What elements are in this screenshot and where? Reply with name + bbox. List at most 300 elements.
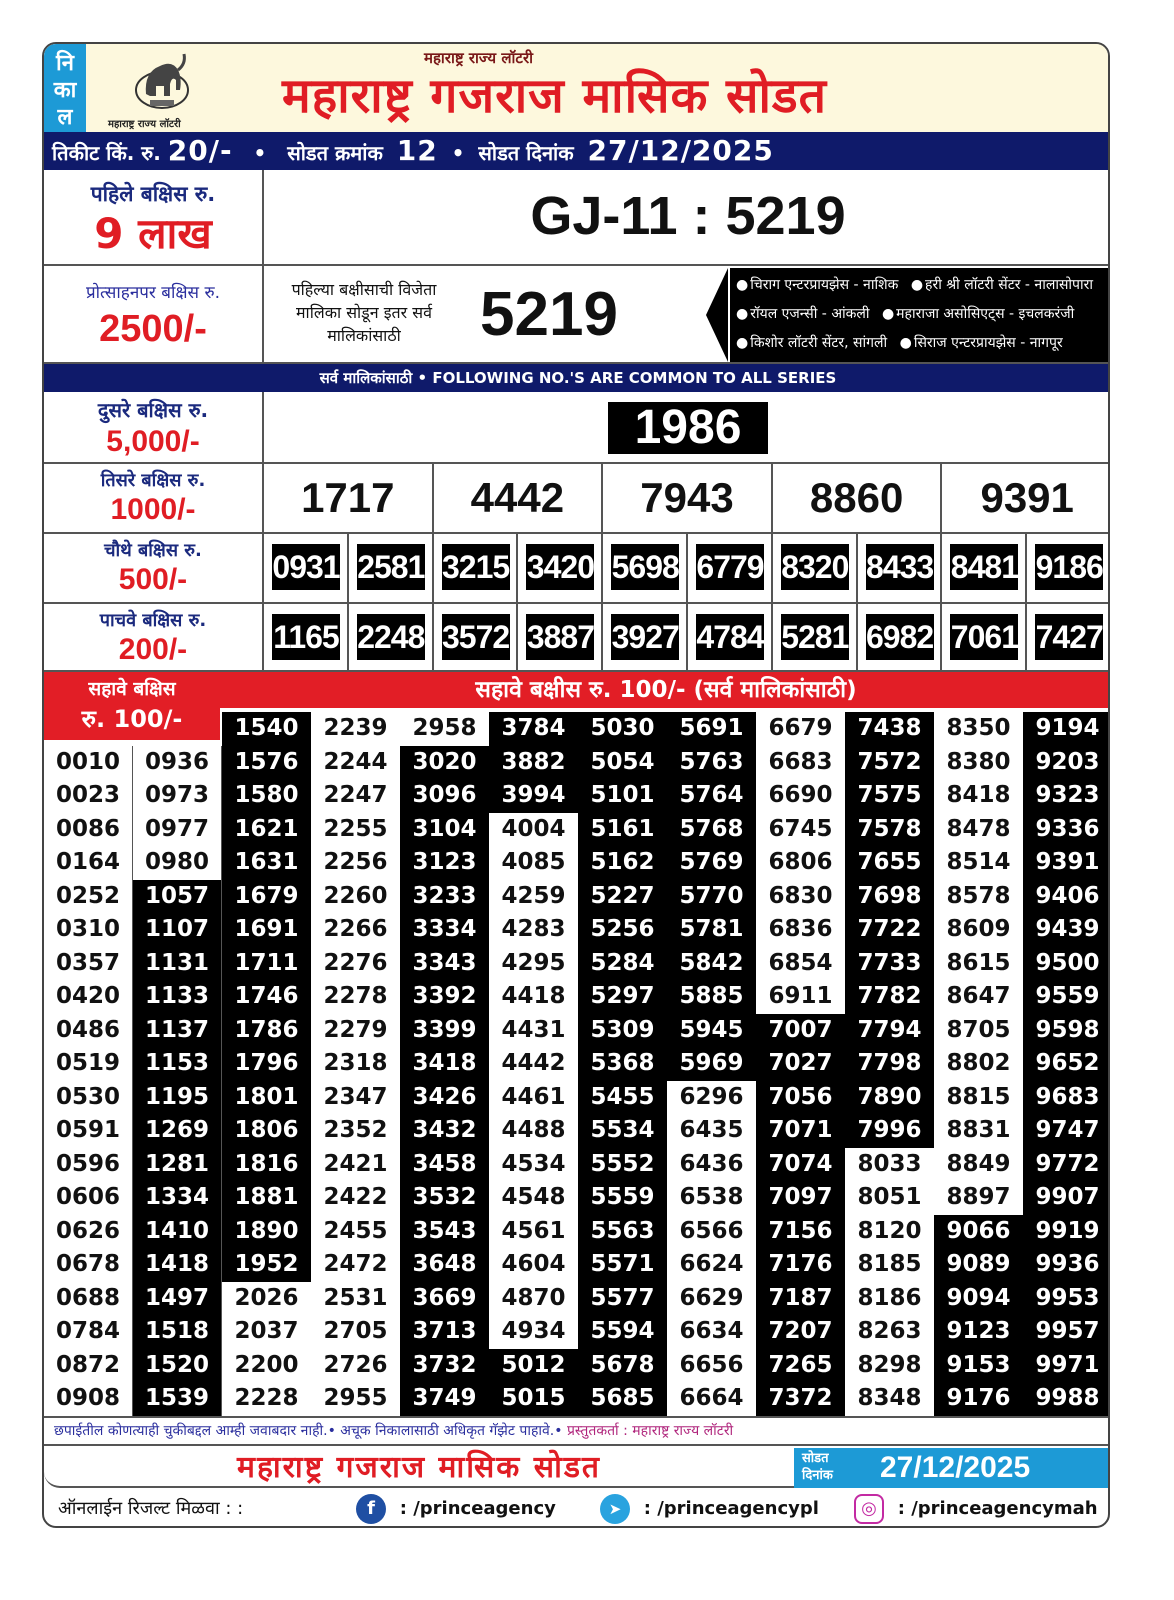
winning-number: 7698 bbox=[845, 880, 934, 914]
header-subtitle: महाराष्ट्र राज्य लॉटरी bbox=[424, 49, 533, 67]
winning-number: 9439 bbox=[1023, 913, 1110, 947]
agent-item: ● हरी श्री लॉटरी सेंटर - नालासोपारा bbox=[911, 271, 1093, 300]
winning-number: 9186 bbox=[1035, 544, 1103, 590]
winning-number: 6296 bbox=[667, 1081, 756, 1115]
winning-number: 6656 bbox=[667, 1349, 756, 1383]
winning-number: 9683 bbox=[1023, 1081, 1110, 1115]
winning-number: 9652 bbox=[1023, 1047, 1110, 1081]
number-cell bbox=[264, 604, 349, 670]
winning-number: 5577 bbox=[578, 1282, 667, 1316]
winning-number: 8186 bbox=[845, 1282, 934, 1316]
winning-number: 5698 bbox=[611, 544, 679, 590]
draw-number: 12 bbox=[396, 134, 438, 167]
instagram-icon: ◎ bbox=[854, 1494, 884, 1524]
winning-number: 1137 bbox=[133, 1014, 221, 1048]
winning-number: 8897 bbox=[934, 1181, 1023, 1215]
number-cell bbox=[1027, 604, 1110, 670]
number-cell bbox=[858, 604, 943, 670]
agent-item: ● रॉयल एजन्सी - आंकली bbox=[736, 300, 870, 329]
winning-number: 4534 bbox=[489, 1148, 578, 1182]
winning-number: 9094 bbox=[934, 1282, 1023, 1316]
winning-number: 1786 bbox=[222, 1014, 311, 1048]
winning-number: 8514 bbox=[934, 846, 1023, 880]
winning-number: 0596 bbox=[44, 1148, 132, 1182]
winning-number: 6690 bbox=[756, 779, 845, 813]
winning-number: 5842 bbox=[667, 947, 756, 981]
winning-number: 9336 bbox=[1023, 813, 1110, 847]
winning-number: 5563 bbox=[578, 1215, 667, 1249]
winning-number: 5030 bbox=[578, 712, 667, 746]
instagram-handle: : /princeagencymah bbox=[897, 1498, 1098, 1519]
winning-number: 8348 bbox=[845, 1382, 934, 1416]
winning-number: 2239 bbox=[311, 712, 400, 746]
winning-number: 0688 bbox=[44, 1282, 132, 1316]
footer-date: 27/12/2025 bbox=[880, 1451, 1031, 1484]
winning-number: 0872 bbox=[44, 1349, 132, 1383]
winning-number: 2260 bbox=[311, 880, 400, 914]
prize-amount: 9 लाख bbox=[94, 209, 212, 258]
winning-number: 5691 bbox=[667, 712, 756, 746]
winning-number: 1631 bbox=[222, 846, 311, 880]
winning-number: 7427 bbox=[1035, 614, 1103, 660]
winning-number: 3420 bbox=[526, 544, 594, 590]
winning-number: 3994 bbox=[489, 779, 578, 813]
page-title: महाराष्ट्र गजराज मासिक सोडत bbox=[282, 68, 827, 124]
winning-number: 9176 bbox=[934, 1382, 1023, 1416]
winning-number: 0310 bbox=[44, 913, 132, 947]
winning-number: 5969 bbox=[667, 1047, 756, 1081]
number-column bbox=[311, 712, 400, 1416]
winning-number: 4085 bbox=[489, 846, 578, 880]
winning-number: 2726 bbox=[311, 1349, 400, 1383]
winning-number: 6634 bbox=[667, 1315, 756, 1349]
winning-number: 7890 bbox=[845, 1081, 934, 1115]
winning-number: 5227 bbox=[578, 880, 667, 914]
winning-number: 6745 bbox=[756, 813, 845, 847]
elephant-emblem-icon bbox=[132, 50, 192, 112]
fifth-prize-row bbox=[44, 604, 1110, 672]
winning-number: 3458 bbox=[400, 1148, 489, 1182]
winning-number: 9747 bbox=[1023, 1114, 1110, 1148]
winning-number: 5678 bbox=[578, 1349, 667, 1383]
prize-title: दुसरे बक्षिस रु. bbox=[97, 398, 209, 422]
winning-number: 5559 bbox=[578, 1181, 667, 1215]
draw-number-label: सोडत क्रमांक bbox=[287, 141, 383, 165]
number-column bbox=[1023, 712, 1110, 1416]
winning-number: 6683 bbox=[756, 746, 845, 780]
number-cell bbox=[688, 534, 773, 602]
winning-number: 4442 bbox=[489, 1047, 578, 1081]
winning-number: 1816 bbox=[222, 1148, 311, 1182]
disclaimer bbox=[44, 1416, 1110, 1446]
number-cell bbox=[349, 534, 434, 602]
winning-number: 1717 bbox=[264, 464, 434, 532]
winning-number: 7372 bbox=[756, 1382, 845, 1416]
winning-number: 4870 bbox=[489, 1282, 578, 1316]
winning-number: 5552 bbox=[578, 1148, 667, 1182]
separator: • bbox=[451, 141, 465, 165]
winning-number: 1153 bbox=[133, 1047, 221, 1081]
winning-number: 2581 bbox=[357, 544, 425, 590]
winning-number: 0591 bbox=[44, 1114, 132, 1148]
winning-number: 7794 bbox=[845, 1014, 934, 1048]
prize-amount: 2500/- bbox=[99, 308, 207, 350]
winning-number: 7207 bbox=[756, 1315, 845, 1349]
winning-number: 8120 bbox=[845, 1215, 934, 1249]
disclaimer-text: छपाईतील कोणत्याही चुकीबद्दल आम्ही जवाबदार नाही.• अचूक निकालासाठी अधिकृत गॅझेट पाहावे.• bbox=[54, 1423, 563, 1439]
winning-number: 7438 bbox=[845, 712, 934, 746]
consolation-prize-row bbox=[44, 266, 1110, 364]
fifth-prize-values bbox=[264, 604, 1110, 670]
winning-number: 5571 bbox=[578, 1248, 667, 1282]
winning-number: 4488 bbox=[489, 1114, 578, 1148]
winning-number: 5945 bbox=[667, 1014, 756, 1048]
winning-number: 1711 bbox=[222, 947, 311, 981]
winning-number: 4442 bbox=[434, 464, 604, 532]
winning-number: 6624 bbox=[667, 1248, 756, 1282]
winning-number: 5012 bbox=[489, 1349, 578, 1383]
winning-number: 0908 bbox=[44, 1382, 132, 1416]
winning-number: 6435 bbox=[667, 1114, 756, 1148]
winning-number: 3418 bbox=[400, 1047, 489, 1081]
social-links bbox=[44, 1490, 1110, 1528]
winning-number: 1881 bbox=[222, 1181, 311, 1215]
prize-title: प्रोत्साहनपर बक्षिस रु. bbox=[85, 283, 221, 303]
winning-number: 1746 bbox=[222, 980, 311, 1014]
winning-number: 9988 bbox=[1023, 1382, 1110, 1416]
winning-number: 9089 bbox=[934, 1248, 1023, 1282]
number-cell bbox=[688, 604, 773, 670]
winning-number: 9391 bbox=[980, 474, 1074, 521]
winning-number: 3392 bbox=[400, 980, 489, 1014]
winning-number: 5161 bbox=[578, 813, 667, 847]
winning-number: 0626 bbox=[44, 1215, 132, 1249]
winning-number: 0086 bbox=[44, 813, 132, 847]
winning-number: 9919 bbox=[1023, 1215, 1110, 1249]
winning-number: 8298 bbox=[845, 1349, 934, 1383]
number-cell bbox=[603, 534, 688, 602]
number-column bbox=[845, 712, 934, 1416]
winning-number: 9936 bbox=[1023, 1248, 1110, 1282]
sixth-prize-title: सहावे बक्षीस रु. 100/- (सर्व मालिकांसाठी) bbox=[475, 677, 857, 703]
number-cell bbox=[942, 534, 1027, 602]
winning-number: 9772 bbox=[1023, 1148, 1110, 1182]
winning-number: 3334 bbox=[400, 913, 489, 947]
winning-number: 5763 bbox=[667, 746, 756, 780]
winning-number: 7071 bbox=[756, 1114, 845, 1148]
prize-label bbox=[44, 266, 264, 362]
winning-number: 6779 bbox=[696, 544, 764, 590]
winning-number: 5455 bbox=[578, 1081, 667, 1115]
winning-number: 9907 bbox=[1023, 1181, 1110, 1215]
number-column bbox=[578, 712, 667, 1416]
number-column bbox=[489, 712, 578, 1416]
winning-number: 6664 bbox=[667, 1382, 756, 1416]
prize-amount: 200/- bbox=[118, 633, 188, 666]
winning-number: 4295 bbox=[489, 947, 578, 981]
winning-number: 1806 bbox=[222, 1114, 311, 1148]
header bbox=[44, 44, 1110, 132]
agent-item: ● चिराग एन्टरप्रायझेस - नाशिक bbox=[736, 271, 898, 300]
winning-number: 1269 bbox=[133, 1114, 221, 1148]
winning-number: 9953 bbox=[1023, 1282, 1110, 1316]
agent-item: ● महाराजा असोसिएट्स - इचलकरंजी bbox=[882, 300, 1074, 329]
winning-number: 2421 bbox=[311, 1148, 400, 1182]
winning-number: 7265 bbox=[756, 1349, 845, 1383]
winning-number: 8433 bbox=[866, 544, 934, 590]
number-cell bbox=[434, 604, 519, 670]
winning-number: 1165 bbox=[272, 614, 340, 660]
prize-title: पहिले बक्षिस रु. bbox=[90, 182, 216, 206]
prize-amount: 500/- bbox=[118, 563, 188, 596]
social-lead-text: ऑनलाईन रिजल्ट मिळवा : : bbox=[58, 1498, 244, 1519]
number-column bbox=[667, 712, 756, 1416]
number-cell bbox=[1027, 534, 1110, 602]
sixth-prize-label bbox=[44, 672, 220, 740]
winning-number: 9194 bbox=[1023, 712, 1110, 746]
winning-number: 5256 bbox=[578, 913, 667, 947]
winning-number: 1796 bbox=[222, 1047, 311, 1081]
prize-title: पाचवे बक्षिस रु. bbox=[99, 610, 207, 631]
winning-number: 1520 bbox=[133, 1349, 221, 1383]
footer-date-box bbox=[794, 1448, 1110, 1488]
winning-number: 5764 bbox=[667, 779, 756, 813]
winning-number: 5768 bbox=[667, 813, 756, 847]
arrow-left-icon bbox=[706, 268, 728, 362]
number-cell bbox=[518, 604, 603, 670]
winning-number: 3732 bbox=[400, 1349, 489, 1383]
winning-number: 5101 bbox=[578, 779, 667, 813]
winning-number: 3104 bbox=[400, 813, 489, 847]
winning-number: 2247 bbox=[311, 779, 400, 813]
winning-number: 8380 bbox=[934, 746, 1023, 780]
prize-title: तिसरे बक्षिस रु. bbox=[100, 470, 206, 491]
presenter-text: प्रस्तुतकर्ता : महाराष्ट्र राज्य लॉटरी bbox=[566, 1423, 734, 1439]
winning-number: 2422 bbox=[311, 1181, 400, 1215]
winning-number: 0519 bbox=[44, 1047, 132, 1081]
winning-number: 4604 bbox=[489, 1248, 578, 1282]
prize-label bbox=[44, 534, 264, 602]
winning-number: 3572 bbox=[442, 614, 510, 660]
ticket-price-label: तिकीट किं. रु. bbox=[52, 141, 161, 165]
number-column bbox=[756, 712, 845, 1416]
winning-number: 5885 bbox=[667, 980, 756, 1014]
date-label-line: दिनांक bbox=[802, 1468, 833, 1483]
logo-caption: महाराष्ट्र राज्य लॉटरी bbox=[108, 119, 181, 130]
facebook-handle: : /princeagency bbox=[399, 1498, 556, 1519]
winning-number: 1281 bbox=[133, 1148, 221, 1182]
winning-number: 0678 bbox=[44, 1248, 132, 1282]
number-cell bbox=[349, 604, 434, 670]
third-prize-values bbox=[264, 464, 1110, 532]
winning-number: 7061 bbox=[950, 614, 1018, 660]
winning-number: 4004 bbox=[489, 813, 578, 847]
winning-number: 8705 bbox=[934, 1014, 1023, 1048]
prize-amount: रु. 100/- bbox=[81, 705, 183, 733]
winning-number: 7655 bbox=[845, 846, 934, 880]
fourth-prize-row bbox=[44, 534, 1110, 604]
winning-number: 7722 bbox=[845, 913, 934, 947]
winning-number: 2472 bbox=[311, 1248, 400, 1282]
winning-number: 3784 bbox=[489, 712, 578, 746]
winning-number: 8033 bbox=[845, 1148, 934, 1182]
winning-number: 1195 bbox=[133, 1081, 221, 1115]
date-label-line: सोडत bbox=[802, 1451, 829, 1466]
number-cell bbox=[773, 604, 858, 670]
result-badge bbox=[44, 44, 86, 132]
winning-number: 0357 bbox=[44, 947, 132, 981]
winning-number: 0606 bbox=[44, 1181, 132, 1215]
number-cell bbox=[773, 534, 858, 602]
winning-number: 7575 bbox=[845, 779, 934, 813]
winning-number: 0486 bbox=[44, 1014, 132, 1048]
winning-number: 1497 bbox=[133, 1282, 221, 1316]
winning-number: 1691 bbox=[222, 913, 311, 947]
winning-number: 0931 bbox=[272, 544, 340, 590]
prize-label bbox=[44, 392, 264, 462]
winning-number: 3399 bbox=[400, 1014, 489, 1048]
winning-number: 3096 bbox=[400, 779, 489, 813]
winning-number: 4548 bbox=[489, 1181, 578, 1215]
winning-number: 2455 bbox=[311, 1215, 400, 1249]
badge-char: का bbox=[53, 78, 77, 103]
footer-title: महाराष्ट्र गजराज मासिक सोडत bbox=[44, 1448, 794, 1488]
number-cell bbox=[518, 534, 603, 602]
winning-number: 7943 bbox=[603, 464, 773, 532]
prize-label bbox=[44, 464, 264, 532]
winning-number: 3432 bbox=[400, 1114, 489, 1148]
number-column bbox=[133, 746, 222, 1416]
number-column bbox=[222, 712, 311, 1416]
winning-number: 7996 bbox=[845, 1114, 934, 1148]
winning-number: 7187 bbox=[756, 1282, 845, 1316]
badge-char: नि bbox=[56, 51, 74, 76]
winning-number: 7578 bbox=[845, 813, 934, 847]
winning-number: 2276 bbox=[311, 947, 400, 981]
instagram-link[interactable] bbox=[854, 1494, 1098, 1524]
draw-info-bar bbox=[44, 132, 1110, 170]
number-cell bbox=[264, 534, 349, 602]
winning-number: 0530 bbox=[44, 1081, 132, 1115]
winning-number: 3215 bbox=[442, 544, 510, 590]
winning-number: 2255 bbox=[311, 813, 400, 847]
winning-number: 2531 bbox=[311, 1282, 400, 1316]
winning-number: 5281 bbox=[781, 614, 849, 660]
winning-number: 3426 bbox=[400, 1081, 489, 1115]
facebook-link[interactable] bbox=[356, 1494, 556, 1524]
winning-number: 2278 bbox=[311, 980, 400, 1014]
winning-number: 5309 bbox=[578, 1014, 667, 1048]
fourth-prize-values bbox=[264, 534, 1110, 602]
winning-number: 7056 bbox=[756, 1081, 845, 1115]
winning-number: 8609 bbox=[934, 913, 1023, 947]
winning-number: 5769 bbox=[667, 846, 756, 880]
winning-number: 9153 bbox=[934, 1349, 1023, 1383]
winning-number: 6538 bbox=[667, 1181, 756, 1215]
lottery-result-sheet bbox=[42, 42, 1110, 1528]
winning-number: 2347 bbox=[311, 1081, 400, 1115]
winning-number: 6854 bbox=[756, 947, 845, 981]
winning-number: 6629 bbox=[667, 1282, 756, 1316]
winning-number: 5368 bbox=[578, 1047, 667, 1081]
second-prize-row bbox=[44, 392, 1110, 464]
winning-number: 2955 bbox=[311, 1382, 400, 1416]
winning-number: 9391 bbox=[1023, 846, 1110, 880]
winning-number: 8478 bbox=[934, 813, 1023, 847]
winning-number: 4784 bbox=[696, 614, 764, 660]
winning-number: 1576 bbox=[222, 746, 311, 780]
winning-number: 9971 bbox=[1023, 1349, 1110, 1383]
winning-number: 1131 bbox=[133, 947, 221, 981]
third-prize-row bbox=[44, 464, 1110, 534]
telegram-link[interactable] bbox=[600, 1494, 819, 1524]
winning-number: 1621 bbox=[222, 813, 311, 847]
winning-number: 5054 bbox=[578, 746, 667, 780]
winning-number: 3123 bbox=[400, 846, 489, 880]
number-cell bbox=[434, 534, 519, 602]
number-column bbox=[934, 712, 1023, 1416]
agents-list bbox=[730, 268, 1110, 362]
winning-number: 2266 bbox=[311, 913, 400, 947]
winning-number: 6806 bbox=[756, 846, 845, 880]
winning-number: 1679 bbox=[222, 880, 311, 914]
prize-title: चौथे बक्षिस रु. bbox=[104, 540, 202, 561]
consolation-note: पहिल्या बक्षीसाची विजेता मालिका सोडून इतर सर्व मालिकांसाठी bbox=[291, 280, 437, 345]
winning-number: 8802 bbox=[934, 1047, 1023, 1081]
winning-number: 8647 bbox=[934, 980, 1023, 1014]
winning-number: 6436 bbox=[667, 1148, 756, 1182]
winning-number: 1890 bbox=[222, 1215, 311, 1249]
winning-number: 2352 bbox=[311, 1114, 400, 1148]
winning-number: 4461 bbox=[489, 1081, 578, 1115]
winning-number: 5534 bbox=[578, 1114, 667, 1148]
winning-number: 2228 bbox=[222, 1382, 311, 1416]
winning-number: 3882 bbox=[489, 746, 578, 780]
winning-number: 0980 bbox=[133, 846, 221, 880]
winning-number: 9203 bbox=[1023, 746, 1110, 780]
winning-number: 6911 bbox=[756, 980, 845, 1014]
winning-number: 3020 bbox=[400, 746, 489, 780]
winning-number: 3713 bbox=[400, 1315, 489, 1349]
winning-number: 8815 bbox=[934, 1081, 1023, 1115]
winning-number: 5685 bbox=[578, 1382, 667, 1416]
common-series-bar: सर्व मालिकांसाठी • FOLLOWING NO.'S ARE COMMON TO ALL SERIES bbox=[44, 364, 1110, 392]
winning-number: 2026 bbox=[222, 1282, 311, 1316]
winning-number: 6679 bbox=[756, 712, 845, 746]
winning-number: 7572 bbox=[845, 746, 934, 780]
winning-number: 8481 bbox=[950, 544, 1018, 590]
winning-number: 6830 bbox=[756, 880, 845, 914]
winning-number: 7027 bbox=[756, 1047, 845, 1081]
winning-number: 2256 bbox=[311, 846, 400, 880]
winning-number: 3669 bbox=[400, 1282, 489, 1316]
winning-number: 9406 bbox=[1023, 880, 1110, 914]
winning-number: 2200 bbox=[222, 1349, 311, 1383]
second-prize-values bbox=[264, 392, 1110, 462]
winning-number: 7156 bbox=[756, 1215, 845, 1249]
winning-number: 1334 bbox=[133, 1181, 221, 1215]
footer-date-label bbox=[802, 1450, 833, 1484]
winning-number: 1107 bbox=[133, 913, 221, 947]
first-prize-row bbox=[44, 170, 1110, 266]
winning-number: 0023 bbox=[44, 779, 132, 813]
winning-number: 1518 bbox=[133, 1315, 221, 1349]
winning-number: 4561 bbox=[489, 1215, 578, 1249]
consolation-values bbox=[264, 266, 1110, 362]
winning-number: 0010 bbox=[44, 746, 132, 780]
winning-number: 3233 bbox=[400, 880, 489, 914]
winning-number: 8051 bbox=[845, 1181, 934, 1215]
